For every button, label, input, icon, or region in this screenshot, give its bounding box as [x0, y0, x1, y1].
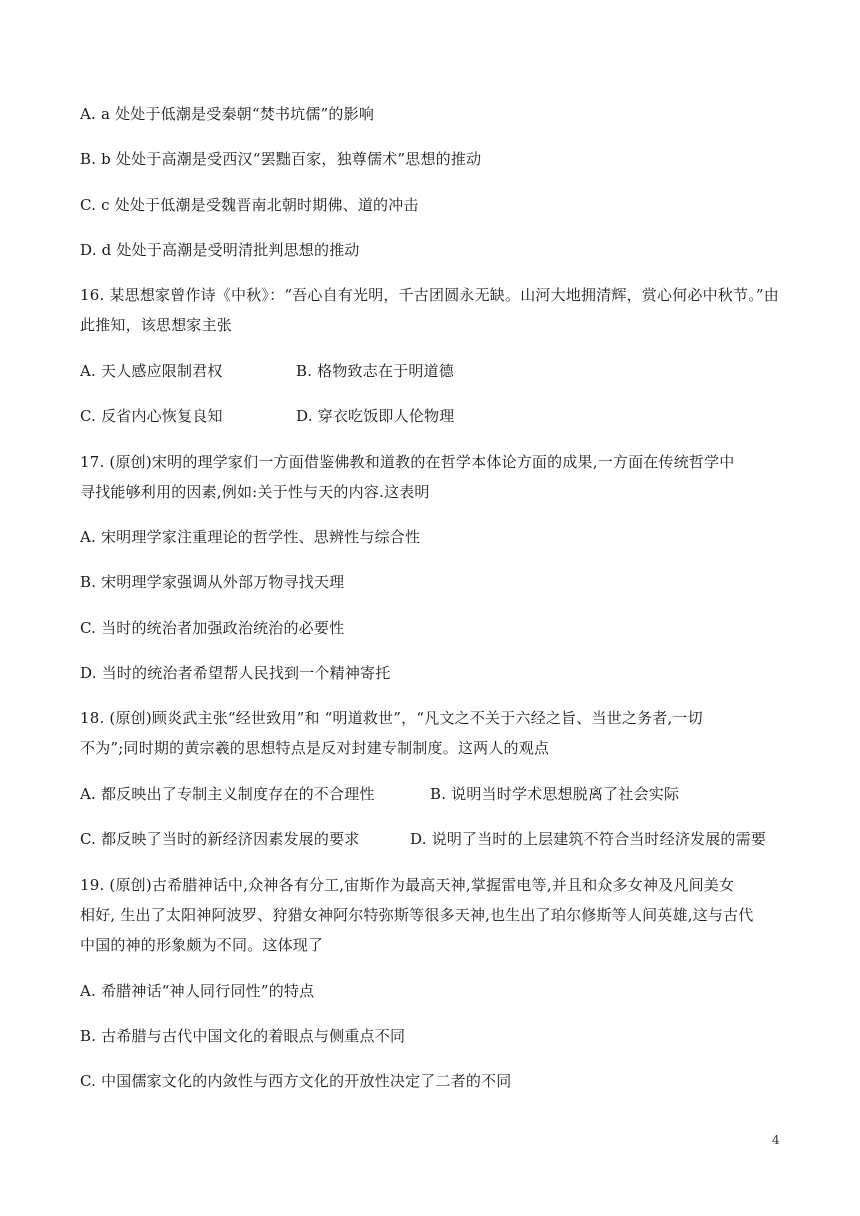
q15-option-d: D. d 处处于高潮是受明清批判思想的推动 [80, 241, 360, 259]
q19-option-c: C. 中国儒家文化的内敛性与西方文化的开放性决定了二者的不同 [80, 1072, 512, 1090]
q16-stem-line1: 16. 某思想家曾作诗《中秋》：“吾心自有光明，千古团圆永无缺。山河大地拥清辉，赏心何必中秋节。”由 [80, 286, 779, 304]
page-number: 4 [772, 1133, 780, 1147]
q16-option-a: A. 天人感应限制君权 [80, 362, 223, 380]
q18-stem-line1: 18. (原创)顾炎武主张“经世致用”和 “明道救世”，“凡文之不关于六经之旨、当世之务者,一切 [80, 709, 703, 727]
q19-stem-line3: 中国的神的形象颇为不同。这体现了 [80, 936, 324, 954]
q17-option-b: B. 宋明理学家强调从外部万物寻找天理 [80, 573, 345, 591]
q16-option-b: B. 格物致志在于明道德 [296, 362, 454, 380]
q18-option-b: B. 说明当时学术思想脱离了社会实际 [430, 785, 680, 803]
q15-option-c: C. c 处处于低潮是受魏晋南北朝时期佛、道的冲击 [80, 196, 419, 214]
q19-option-a: A. 希腊神话“神人同行同性”的特点 [80, 982, 315, 1000]
q17-option-a: A. 宋明理学家注重理论的哲学性、思辨性与综合性 [80, 528, 421, 546]
q19-stem-line2: 相好, 生出了太阳神阿波罗、狩猎女神阿尔特弥斯等很多天神,也生出了珀尔修斯等人间英雄,这与古代 [80, 906, 754, 924]
q15-option-a: A. a 处处于低潮是受秦朝“焚书坑儒”的影响 [80, 105, 375, 123]
q18-option-d: D. 说明了当时的上层建筑不符合当时经济发展的需要 [410, 830, 767, 848]
q15-option-b: B. b 处处于高潮是受西汉“罢黜百家，独尊儒术”思想的推动 [80, 150, 482, 168]
q17-stem-line2: 寻找能够利用的因素,例如:关于性与天的内容.这表明 [80, 483, 430, 501]
q16-option-d: D. 穿衣吃饭即人伦物理 [296, 407, 455, 425]
q17-option-c: C. 当时的统治者加强政治统治的必要性 [80, 619, 345, 637]
q17-stem-line1: 17. (原创)宋明的理学家们一方面借鉴佛教和道教的在哲学本体论方面的成果,一方面在传统哲学中 [80, 453, 735, 471]
q18-option-a: A. 都反映出了专制主义制度存在的不合理性 [80, 785, 375, 803]
q19-stem-line1: 19. (原创)古希腊神话中,众神各有分工,宙斯作为最高天神,掌握雷电等,并且和众多女神及凡间美女 [80, 876, 735, 894]
q19-option-b: B. 古希腊与古代中国文化的着眼点与侧重点不同 [80, 1027, 406, 1045]
q16-stem-line2: 此推知，该思想家主张 [80, 316, 233, 334]
q18-option-c: C. 都反映了当时的新经济因素发展的要求 [80, 830, 360, 848]
q18-stem-line2: 不为”;同时期的黄宗羲的思想特点是反对封建专制制度。这两人的观点 [80, 739, 550, 757]
q16-option-c: C. 反省内心恢复良知 [80, 407, 223, 425]
q17-option-d: D. 当时的统治者希望帮人民找到一个精神寄托 [80, 664, 391, 682]
